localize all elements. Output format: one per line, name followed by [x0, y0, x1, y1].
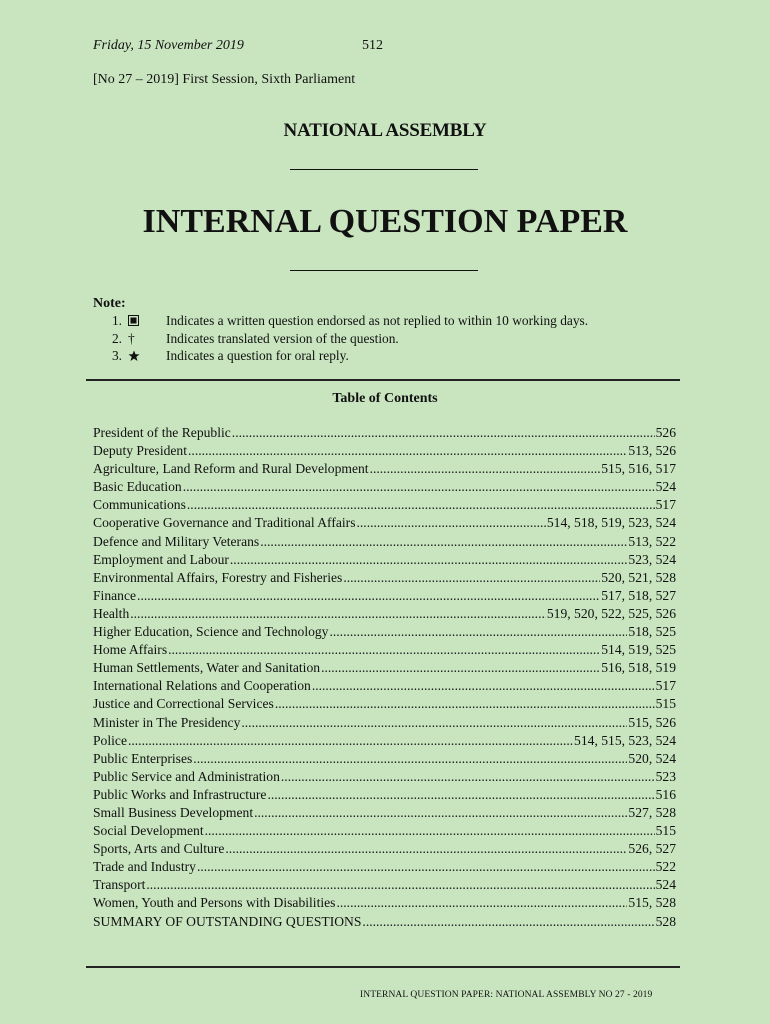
toc-leader-dots	[312, 677, 655, 695]
toc-leader-dots	[205, 822, 655, 840]
toc-leader-dots	[336, 894, 627, 912]
toc-entry-pages: 520, 524	[628, 750, 676, 766]
toc-leader-dots	[183, 478, 655, 496]
toc-entry-pages: 515	[655, 696, 676, 712]
toc-entry-label: Justice and Correctional Services	[93, 696, 274, 712]
toc-leader-dots	[128, 732, 573, 750]
toc-entry-pages: 513, 526	[628, 443, 676, 459]
toc-entry-pages: 524	[655, 479, 676, 495]
divider-bottom	[290, 270, 478, 271]
toc-entry[interactable]	[93, 587, 676, 605]
toc-entry-pages: 523	[655, 768, 676, 784]
toc-entry[interactable]	[93, 822, 676, 840]
toc-entry-label: Employment and Labour	[93, 551, 229, 567]
toc-leader-dots	[260, 533, 627, 551]
toc-entry-label: Social Development	[93, 823, 204, 839]
toc-leader-dots	[188, 442, 627, 460]
toc-leader-dots	[267, 786, 654, 804]
toc-entry-pages: 528	[655, 913, 676, 929]
toc-entry-label: Small Business Development	[93, 804, 254, 820]
toc-entry[interactable]	[93, 641, 676, 659]
toc-entry[interactable]	[93, 677, 676, 695]
toc-entry-pages: 515, 516, 517	[601, 461, 676, 477]
toc-entry[interactable]	[93, 442, 676, 460]
divider-thick-bottom	[86, 966, 680, 968]
toc-entry[interactable]	[93, 786, 676, 804]
toc-entry[interactable]	[93, 768, 676, 786]
toc-leader-dots	[137, 587, 600, 605]
divider-top	[290, 169, 478, 170]
toc-entry[interactable]	[93, 514, 676, 532]
toc-leader-dots	[193, 750, 627, 768]
toc-entry-label: Public Service and Administration	[93, 768, 280, 784]
toc-leader-dots	[281, 768, 655, 786]
divider-thick-top	[86, 379, 680, 381]
toc-entry-pages: 520, 521, 528	[601, 569, 676, 585]
toc-entry-pages: 516, 518, 519	[601, 660, 676, 676]
toc-entry[interactable]	[93, 695, 676, 713]
page-number: 512	[362, 38, 383, 53]
session-line: [No 27 – 2019] First Session, Sixth Parliament	[93, 72, 356, 87]
toc-entry[interactable]	[93, 478, 676, 496]
toc-entry-pages: 523, 524	[628, 551, 676, 567]
toc-entry-label: SUMMARY OF OUTSTANDING QUESTIONS	[93, 913, 362, 929]
toc-leader-dots	[370, 460, 601, 478]
toc-leader-dots	[357, 514, 546, 532]
toc-entry-label: Cooperative Governance and Traditional Affairs	[93, 515, 356, 531]
toc-entry-label: Trade and Industry	[93, 859, 196, 875]
toc-entry[interactable]	[93, 732, 676, 750]
assembly-name: NATIONAL ASSEMBLY	[283, 120, 487, 141]
toc-leader-dots	[362, 913, 654, 931]
toc-entry-label: Human Settlements, Water and Sanitation	[93, 660, 321, 676]
toc-entry-pages: 517	[655, 497, 676, 513]
toc-entry[interactable]	[93, 894, 676, 912]
toc-entry-label: Environmental Affairs, Forestry and Fisheries	[93, 569, 343, 585]
toc-entry-label: Deputy President	[93, 443, 188, 459]
toc-entry-pages: 515, 528	[628, 895, 676, 911]
toc-leader-dots	[254, 804, 627, 822]
toc-entry[interactable]	[93, 750, 676, 768]
toc-entry[interactable]	[93, 804, 676, 822]
toc-entry[interactable]	[93, 551, 676, 569]
toc-entry-pages: 522	[655, 859, 676, 875]
note-text: Indicates a written question endorsed as not replied to within 10 working days.	[166, 313, 589, 328]
note-text: Indicates translated version of the question.	[166, 330, 399, 346]
page-footer: INTERNAL QUESTION PAPER: NATIONAL ASSEMBLY NO 27 - 2019	[360, 990, 653, 1000]
toc-entry-label: Public Enterprises	[93, 750, 193, 766]
note-number: 1.	[111, 313, 122, 328]
toc-entry-pages: 527, 528	[628, 804, 676, 820]
note-text: Indicates a question for oral reply.	[166, 348, 349, 363]
toc-leader-dots	[343, 569, 600, 587]
toc-entry-label: Women, Youth and Persons with Disabilities	[93, 895, 336, 911]
toc-entry-label: Sports, Arts and Culture	[93, 841, 225, 857]
note-list	[100, 312, 588, 365]
toc-entry-pages: 519, 520, 522, 525, 526	[546, 605, 676, 621]
toc-leader-dots	[168, 641, 600, 659]
toc-entry-pages: 518, 525	[628, 624, 676, 640]
toc-leader-dots	[321, 659, 600, 677]
table-of-contents	[93, 424, 676, 931]
toc-entry[interactable]	[93, 569, 676, 587]
toc-entry-label: Communications	[93, 497, 186, 513]
star-icon	[122, 347, 166, 365]
toc-entry-pages: 516	[655, 786, 676, 802]
toc-entry[interactable]	[93, 605, 676, 623]
note-item	[100, 312, 588, 330]
toc-entry-pages: 514, 518, 519, 523, 524	[546, 515, 676, 531]
toc-leader-dots	[329, 623, 627, 641]
toc-entry[interactable]	[93, 659, 676, 677]
toc-entry-label: Transport	[93, 877, 146, 893]
toc-leader-dots	[197, 858, 655, 876]
note-label: Note:	[93, 296, 126, 311]
toc-entry[interactable]	[93, 913, 676, 931]
filled-square-icon	[122, 312, 166, 330]
toc-leader-dots	[146, 876, 654, 894]
note-item	[100, 330, 588, 348]
toc-entry[interactable]	[93, 876, 676, 894]
toc-entry-label: Agriculture, Land Reform and Rural Development	[93, 461, 369, 477]
page-title: INTERNAL QUESTION PAPER	[142, 203, 628, 240]
toc-leader-dots	[187, 496, 655, 514]
toc-leader-dots	[232, 424, 655, 442]
toc-entry-label: President of the Republic	[93, 425, 231, 440]
toc-entry-pages: 514, 515, 523, 524	[574, 732, 676, 748]
toc-entry[interactable]	[93, 533, 676, 551]
toc-entry-pages: 515	[655, 823, 676, 839]
toc-entry[interactable]	[93, 424, 676, 442]
note-item	[100, 347, 588, 365]
toc-entry-pages: 517	[655, 678, 676, 694]
toc-entry[interactable]	[93, 460, 676, 478]
toc-entry[interactable]	[93, 714, 676, 732]
toc-entry-label: Police	[93, 732, 127, 748]
header-date-line	[93, 38, 383, 54]
toc-entry-label: Basic Education	[93, 479, 182, 495]
toc-entry-pages: 526, 527	[628, 841, 676, 857]
dagger-icon: †	[128, 330, 135, 346]
toc-entry-label: Health	[93, 605, 130, 621]
toc-entry-label: Defence and Military Veterans	[93, 533, 260, 549]
toc-entry[interactable]	[93, 840, 676, 858]
toc-leader-dots	[275, 695, 655, 713]
toc-entry-pages: 526	[655, 425, 676, 440]
toc-entry-pages: 514, 519, 525	[601, 642, 676, 658]
toc-entry-label: Higher Education, Science and Technology	[93, 624, 329, 640]
toc-leader-dots	[230, 551, 628, 569]
toc-entry-label: Public Works and Infrastructure	[93, 786, 267, 802]
toc-entry-pages: 517, 518, 527	[601, 587, 676, 603]
header-date: Friday, 15 November 2019	[93, 38, 244, 53]
toc-entry[interactable]	[93, 623, 676, 641]
toc-entry-pages: 515, 526	[628, 714, 676, 730]
toc-entry[interactable]	[93, 858, 676, 876]
toc-title: Table of Contents	[332, 391, 438, 406]
note-number: 3.	[111, 348, 122, 363]
toc-entry-label: Finance	[93, 587, 137, 603]
toc-entry-label: International Relations and Cooperation	[93, 678, 311, 694]
note-number: 2.	[111, 330, 122, 346]
toc-entry-label: Minister in The Presidency	[93, 714, 241, 730]
toc-leader-dots	[130, 605, 546, 623]
toc-entry-pages: 513, 522	[628, 533, 676, 549]
toc-entry-pages: 524	[655, 877, 676, 893]
toc-entry[interactable]	[93, 496, 676, 514]
toc-leader-dots	[225, 840, 627, 858]
toc-leader-dots	[241, 714, 627, 732]
toc-entry-label: Home Affairs	[93, 642, 168, 658]
